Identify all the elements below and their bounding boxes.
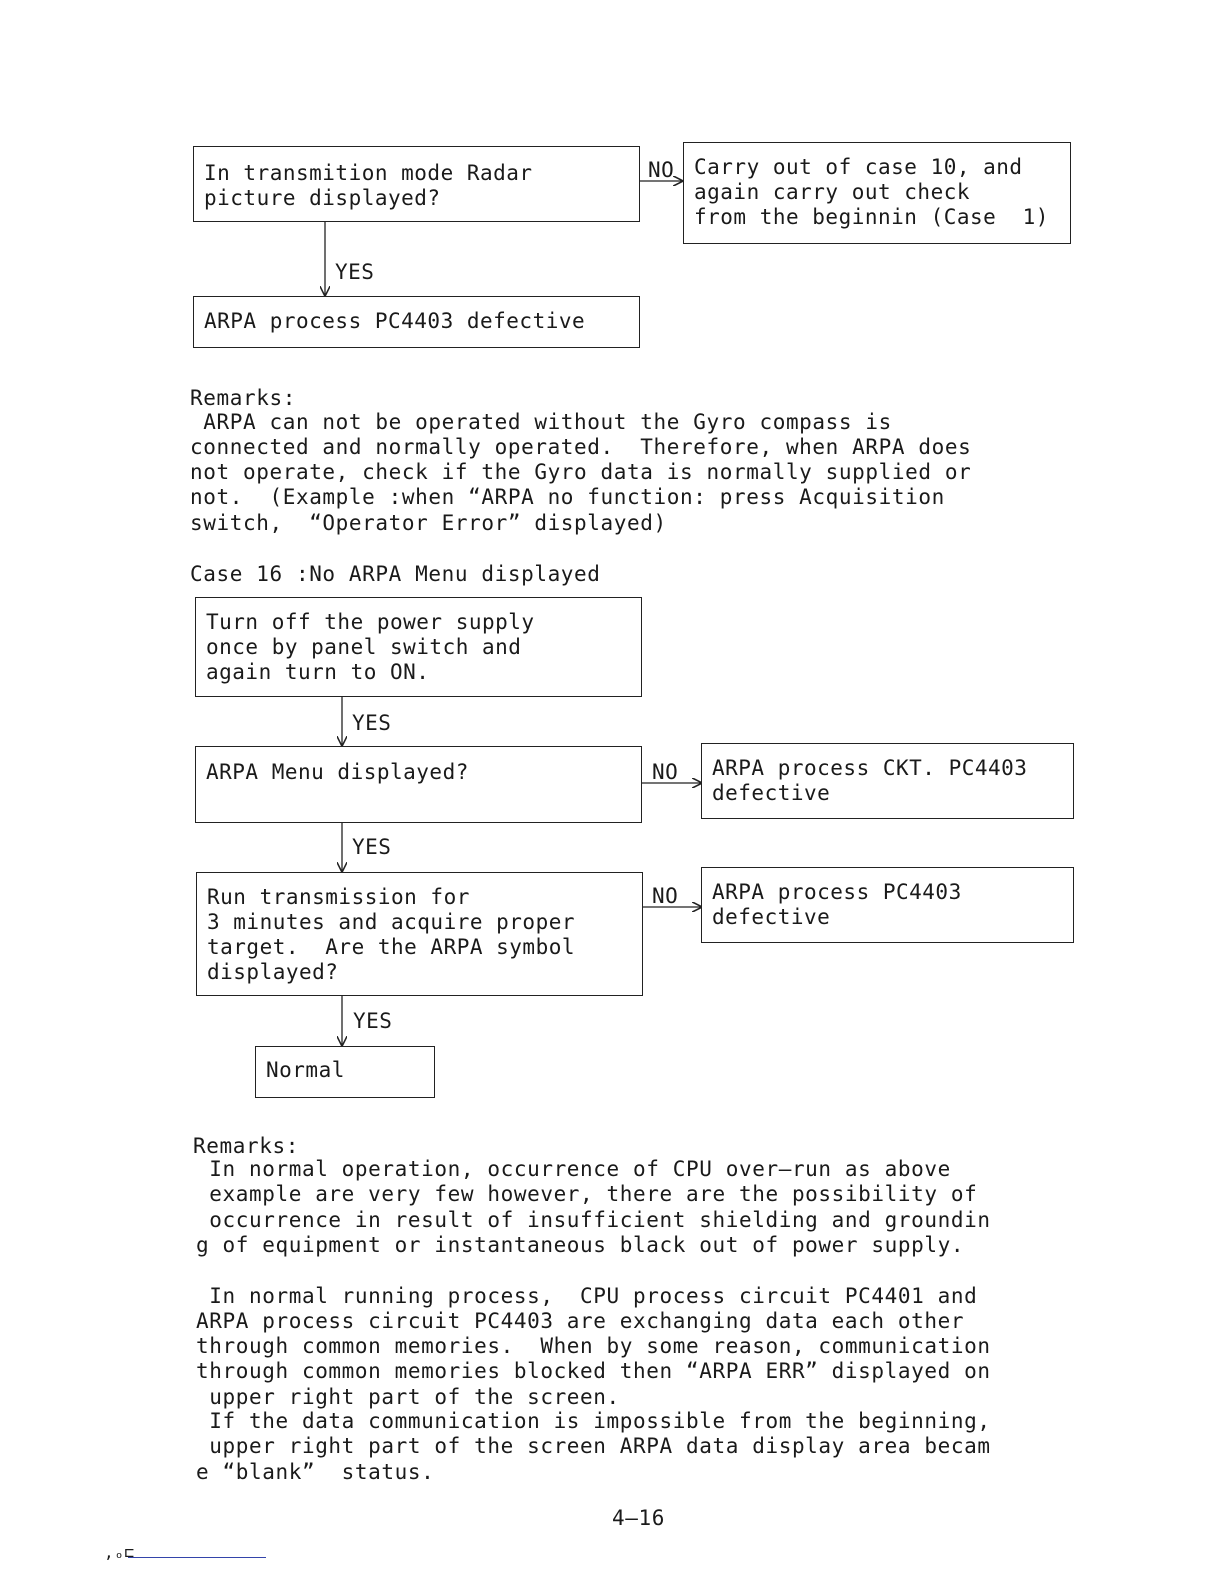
remarks-line: connected and normally operated. Therefore, when ARPA does <box>190 435 972 459</box>
remarks-line: occurrence in result of insufficient shielding and groundin <box>196 1208 991 1232</box>
flow-result-arpa-ckt-defective: ARPA process CKT. PC4403 defective <box>701 743 1074 819</box>
no-label-1: NO <box>648 158 675 182</box>
flow-result-normal: Normal <box>255 1046 435 1098</box>
remarks-line: switch, “Operator Error” displayed) <box>190 511 667 535</box>
flow-result-arpa-pc4403-defective: ARPA process PC4403 defective <box>701 867 1074 943</box>
flow-step-turn-off-power: Turn off the power supply once by panel switch and again turn to ON. <box>195 597 642 697</box>
yes-label-4: YES <box>353 1009 393 1033</box>
remarks-line: ARPA process circuit PC4403 are exchanging data each other <box>196 1309 965 1333</box>
remarks-line: e “blank” status. <box>196 1460 435 1484</box>
margin-rule <box>128 1557 266 1558</box>
remarks-line: through common memories blocked then “ARPA ERR” displayed on <box>196 1359 991 1383</box>
no-label-2: NO <box>652 760 679 784</box>
flow-question-arpa-symbol: Run transmission for 3 minutes and acquire proper target. Are the ARPA symbol displayed? <box>196 872 643 996</box>
remarks-line: In normal running process, CPU process circuit PC4401 and <box>196 1284 978 1308</box>
remarks-line: ARPA can not be operated without the Gyro compass is <box>190 410 892 434</box>
flow-result-arpa-defective: ARPA process PC4403 defective <box>193 296 640 348</box>
remarks-line: upper right part of the screen. <box>196 1385 620 1409</box>
flow-question-radar-picture: In transmition mode Radar picture displayed? <box>193 146 640 222</box>
remarks-line: In normal operation, occurrence of CPU over–run as above <box>196 1157 951 1181</box>
remarks-heading-2: Remarks: <box>193 1134 299 1158</box>
yes-label-1: YES <box>335 260 375 284</box>
flow-question-arpa-menu: ARPA Menu displayed? <box>195 746 642 823</box>
case-16-title: Case 16 :No ARPA Menu displayed <box>190 562 601 586</box>
remarks-line: not operate, check if the Gyro data is normally supplied or <box>190 460 972 484</box>
no-label-3: NO <box>652 884 679 908</box>
remarks-line: example are very few however, there are the possibility of <box>196 1182 978 1206</box>
remarks-heading-1: Remarks: <box>190 386 296 410</box>
flow-result-carry-out-case-10: Carry out of case 10, and again carry out check from the beginnin (Case 1) <box>683 142 1071 244</box>
remarks-line: through common memories. When by some reason, communication <box>196 1334 991 1358</box>
yes-label-3: YES <box>352 835 392 859</box>
margin-mark: ‚ₒ⊏ <box>104 1543 135 1562</box>
page-number: 4–16 <box>612 1506 665 1530</box>
remarks-line: g of equipment or instantaneous black out of power supply. <box>196 1233 965 1257</box>
yes-label-2: YES <box>352 711 392 735</box>
remarks-line: not. (Example :when “ARPA no function: press Acquisition <box>190 485 945 509</box>
remarks-line: If the data communication is impossible from the beginning, <box>196 1409 991 1433</box>
remarks-line: upper right part of the screen ARPA data display area becam <box>196 1434 991 1458</box>
